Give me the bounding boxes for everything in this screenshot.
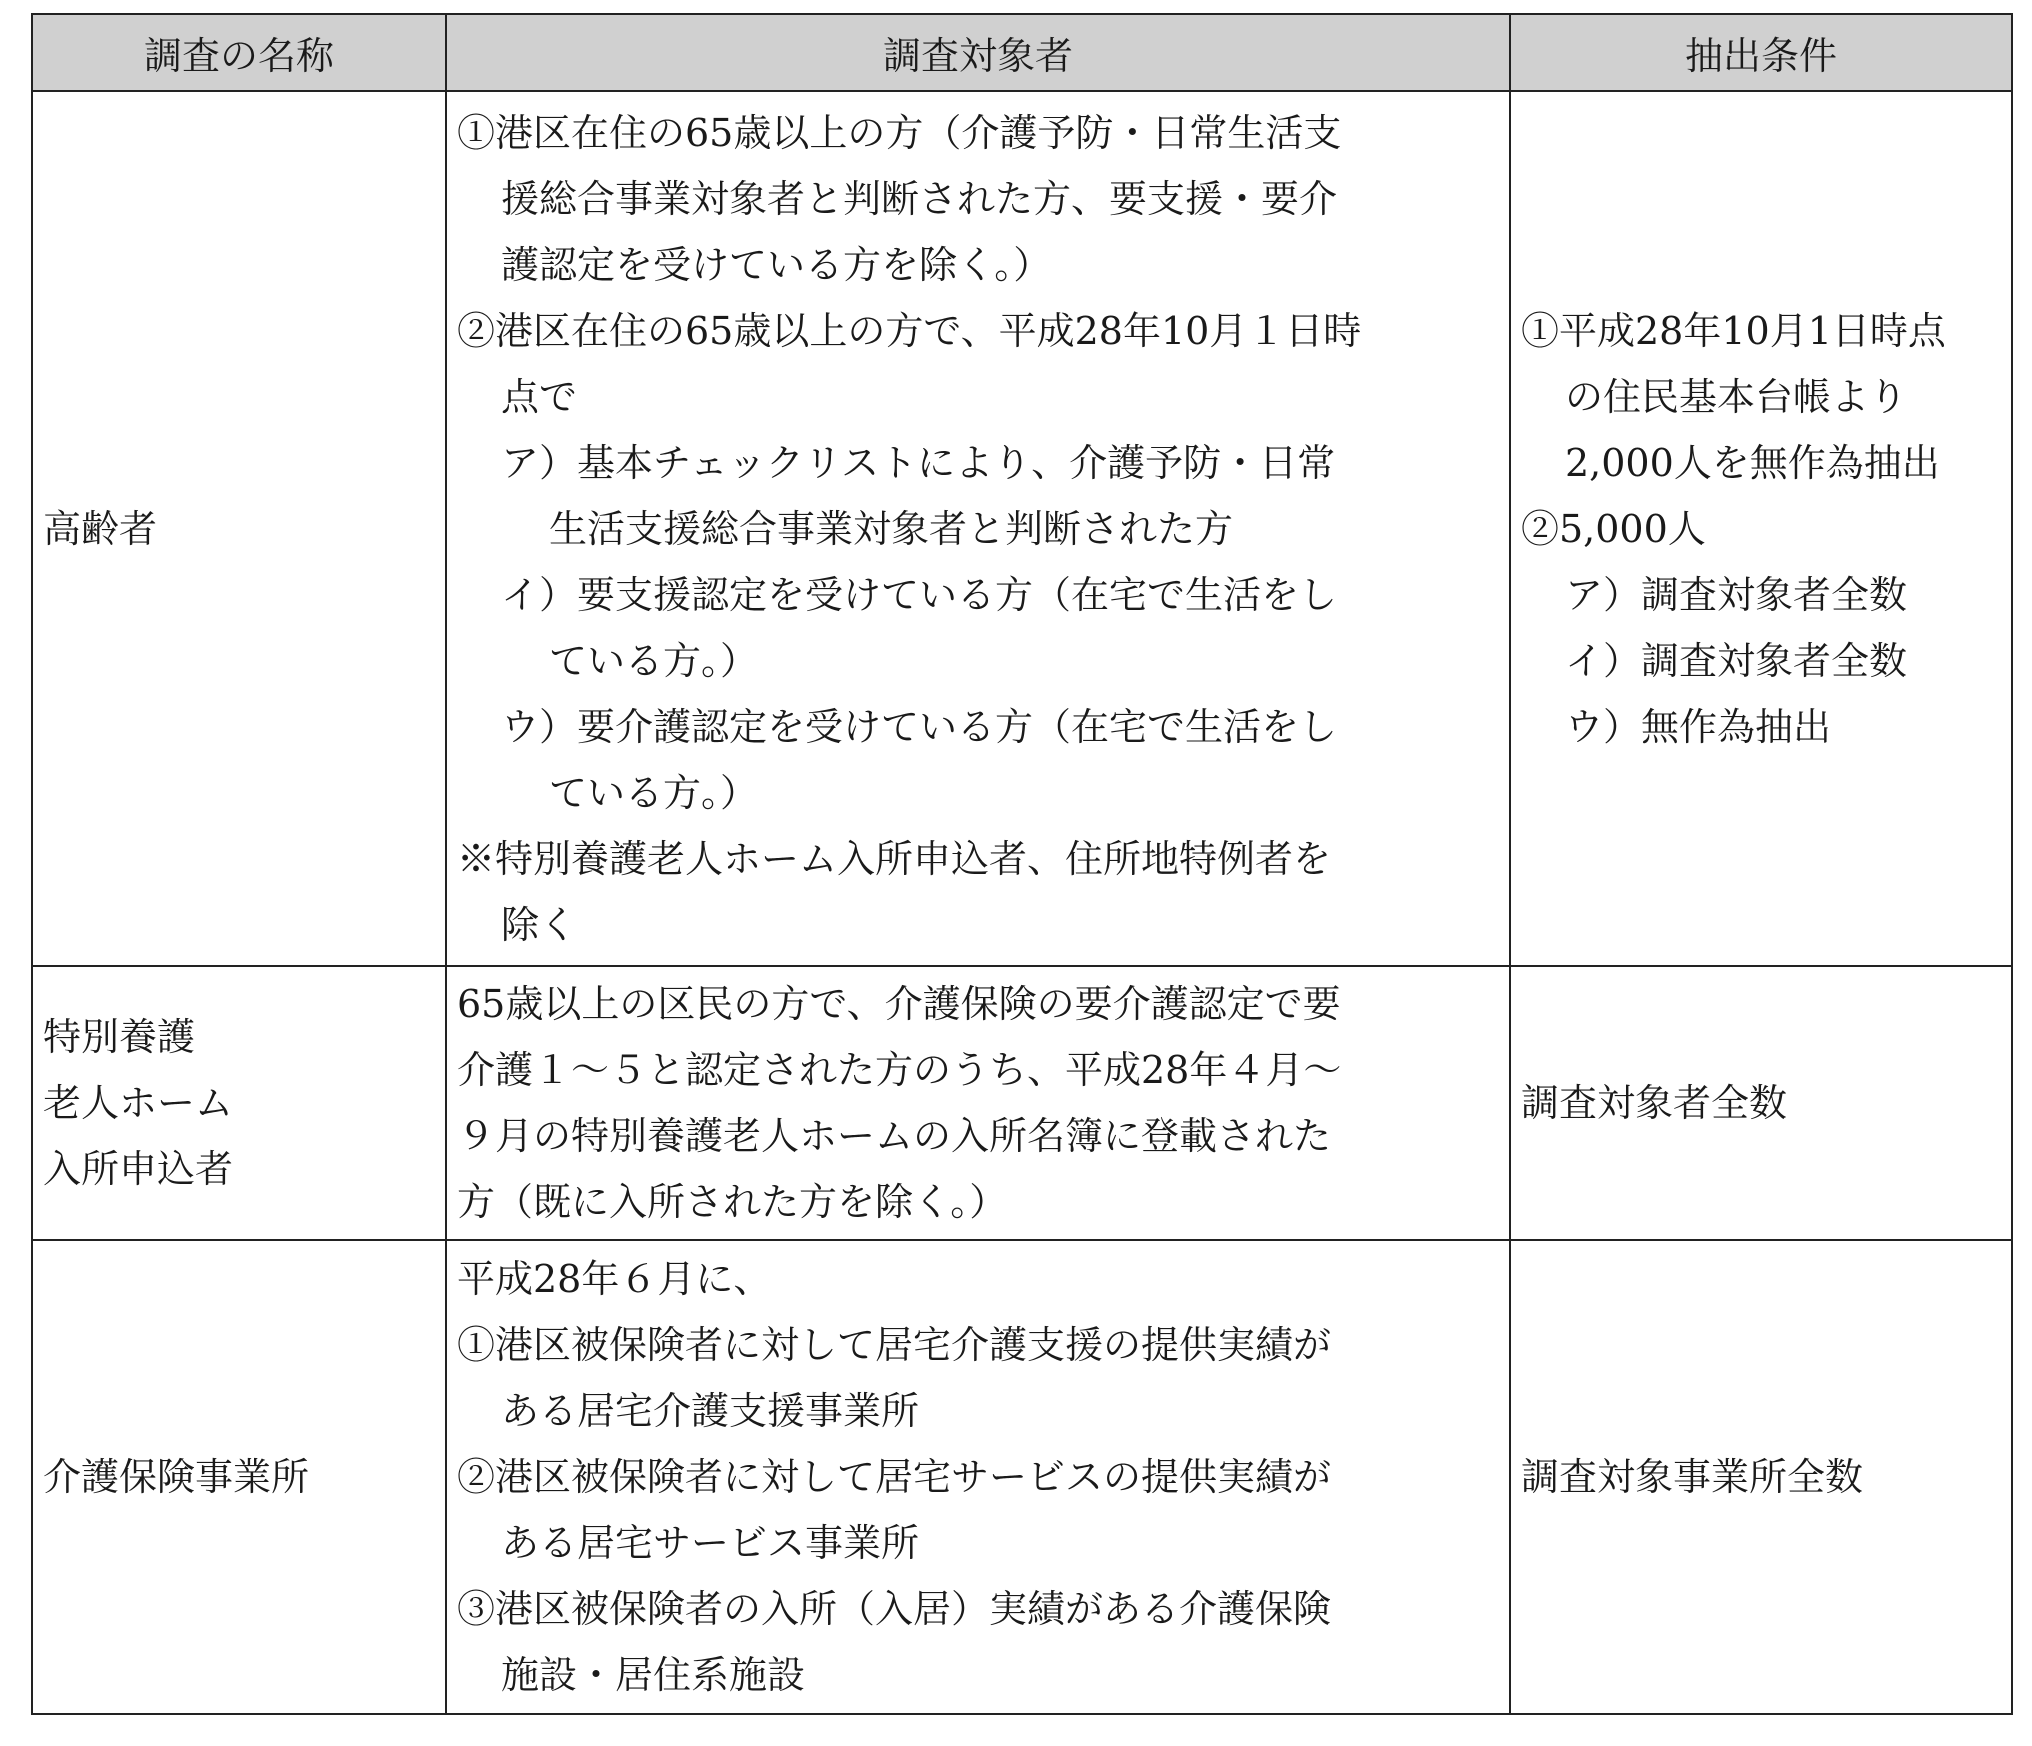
condition-line: 調査対象事業所全数 [1521, 1455, 1864, 1499]
target-line: ９月の特別養護老人ホームの入所名簿に登載された [457, 1114, 1332, 1158]
target-line: ※特別養護老人ホーム入所申込者、住所地特例者を [457, 836, 1332, 881]
table-row-elderly [32, 91, 2012, 966]
target-line: 65歳以上の区民の方で、介護保険の要介護認定で要 [457, 982, 1341, 1026]
extraction-condition-cell [1510, 1240, 2012, 1714]
survey-name-line: 特別養護 [43, 1015, 196, 1059]
condition-line: ①平成28年10月1日時点 [1521, 308, 1946, 353]
target-line: ある居宅介護支援事業所 [501, 1389, 920, 1433]
target-line: イ）要支援認定を受けている方（在宅で生活をし [501, 572, 1338, 617]
table-row-nursing-home-applicants [32, 966, 2012, 1240]
target-line: ②港区被保険者に対して居宅サービスの提供実績が [457, 1455, 1332, 1499]
survey-table [31, 13, 2013, 1715]
survey-name-cell [32, 91, 446, 966]
target-line: ①港区被保険者に対して居宅介護支援の提供実績が [457, 1323, 1332, 1367]
survey-name-line: 高齢者 [43, 506, 158, 551]
condition-line: ②5,000人 [1521, 506, 1706, 551]
target-line: 平成28年６月に、 [457, 1257, 772, 1301]
condition-line: ウ）無作為抽出 [1565, 704, 1832, 749]
condition-line: 2,000人を無作為抽出 [1565, 440, 1940, 485]
target-line: ている方。） [549, 638, 759, 683]
survey-name-cell [32, 1240, 446, 1714]
target-line: ③港区被保険者の入所（入居）実績がある介護保険 [457, 1587, 1332, 1631]
target-line: 施設・居住系施設 [501, 1653, 806, 1697]
target-line: ている方。） [549, 770, 759, 815]
target-line: ウ）要介護認定を受けている方（在宅で生活をし [501, 704, 1338, 749]
condition-line: の住民基本台帳より [1565, 374, 1908, 419]
target-line: ア）基本チェックリストにより、介護予防・日常 [501, 440, 1336, 485]
survey-name-cell [32, 966, 446, 1240]
target-line: 点で [501, 374, 578, 419]
header-extraction-condition: 抽出条件 [1510, 14, 2012, 91]
survey-name-line: 老人ホーム [43, 1081, 234, 1125]
condition-line: イ）調査対象者全数 [1565, 638, 1908, 683]
survey-target-cell [446, 1240, 1510, 1714]
target-line: 護認定を受けている方を除く。） [501, 242, 1052, 287]
target-line: ある居宅サービス事業所 [501, 1521, 920, 1565]
target-line: ①港区在住の65歳以上の方（介護予防・日常生活支 [457, 110, 1342, 155]
header-survey-target: 調査対象者 [446, 14, 1510, 91]
survey-name-line: 入所申込者 [43, 1147, 234, 1191]
header-row [32, 14, 2012, 91]
target-line: 除く [501, 902, 578, 947]
survey-target-cell [446, 91, 1510, 966]
condition-line: 調査対象者全数 [1521, 1081, 1788, 1125]
target-line: 介護１～５と認定された方のうち、平成28年４月～ [457, 1048, 1342, 1092]
target-line: ②港区在住の65歳以上の方で、平成28年10月１日時 [457, 308, 1362, 353]
target-line: 生活支援総合事業対象者と判断された方 [549, 506, 1234, 551]
survey-name-line: 介護保険事業所 [43, 1455, 310, 1499]
extraction-condition-cell [1510, 91, 2012, 966]
condition-line: ア）調査対象者全数 [1565, 572, 1908, 617]
extraction-condition-cell [1510, 966, 2012, 1240]
header-survey-name: 調査の名称 [32, 14, 446, 91]
target-line: 援総合事業対象者と判断された方、要支援・要介 [501, 176, 1338, 221]
table-row-care-insurance-offices [32, 1240, 2012, 1714]
survey-target-cell [446, 966, 1510, 1240]
target-line: 方（既に入所された方を除く。） [457, 1180, 1008, 1224]
